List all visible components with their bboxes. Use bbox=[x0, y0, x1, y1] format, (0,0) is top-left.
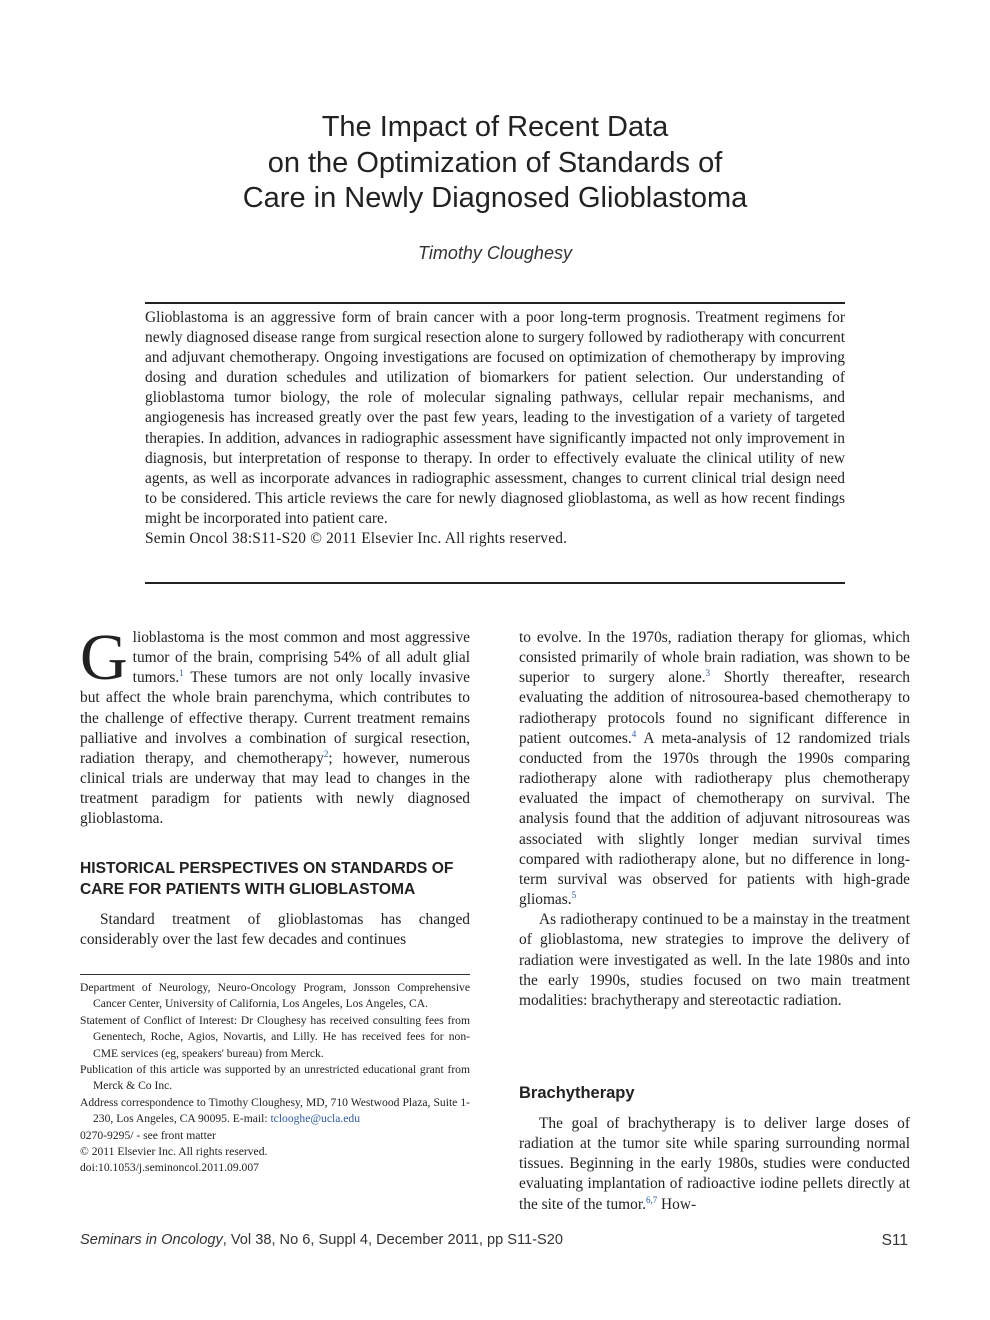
footnote-department: Department of Neurology, Neuro-Oncology Program, Jonsson Comprehensive Cancer Center, University of California, Los Angeles, Los Angeles, CA. bbox=[80, 981, 470, 1011]
footnote-copyright: © 2011 Elsevier Inc. All rights reserved. bbox=[80, 1145, 268, 1159]
title-line-3: Care in Newly Diagnosed Glioblastoma bbox=[242, 182, 748, 214]
drop-cap: G bbox=[80, 621, 128, 694]
journal-footer bbox=[80, 1232, 563, 1248]
brachy-text-a: The goal of brachytherapy is to deliver large doses of radiation at the tumor site while sparing surrounding normal tissues. Beginning in the early 1980s, studies were conducted evaluating implantation of radioactive iodine pellets directly at the site of the tumor. bbox=[519, 1115, 910, 1213]
journal-name: Seminars in Oncology bbox=[80, 1232, 223, 1248]
historical-paragraph bbox=[80, 910, 470, 950]
intro-text-b: These tumors are not only locally invasive but affect the whole brain parenchyma, which contributes to the challenge of effective therapy. Current treatment remains palliative and involves a combination of surgical resection, radiation therapy, and chemotherapy bbox=[80, 669, 470, 767]
ref-5[interactable]: 5 bbox=[571, 889, 577, 900]
heading-line-2: CARE FOR PATIENTS WITH GLIOBLASTOMA bbox=[80, 881, 416, 898]
article-title bbox=[120, 110, 870, 217]
author-name: Timothy Cloughesy bbox=[418, 243, 572, 263]
abstract-top-rule bbox=[145, 302, 845, 304]
right-text-a: to evolve. In the 1970s, radiation therapy for gliomas, which consisted primarily of whole brain radiation, was shown to be superior to surgery alone. bbox=[519, 629, 910, 687]
intro-paragraph bbox=[80, 621, 471, 830]
brachytherapy-paragraph bbox=[519, 1114, 910, 1215]
historical-text: Standard treatment of glioblastomas has changed considerably over the last few decades and continues bbox=[80, 911, 470, 949]
intro-text-a: lioblastoma is the most common and most aggressive tumor of the brain, comprising 54% of all adult glial tumors. bbox=[132, 629, 470, 687]
abstract-citation: Semin Oncol 38:S11-S20 © 2011 Elsevier Inc. All rights reserved. bbox=[145, 530, 568, 548]
ref-1[interactable]: 1 bbox=[179, 668, 184, 679]
right-column bbox=[519, 628, 910, 1011]
abstract-text: Glioblastoma is an aggressive form of brain cancer with a poor long-term prognosis. Treatment regimens for newly diagnosed disease range from surgical resection alone to surgery followed by radiotherapy with concurrent and adjuvant chemotherapy. Ongoing investigations are focused on optimization of chemotherapy by improving dosing and duration schedules and utilization of biomarkers for patient selection. Our understanding of glioblastoma tumor biology, the role of molecular signaling pathways, cellular repair mechanisms, and angiogenesis has increased greatly over the past few years, leading to the investigation of a variety of targeted therapies. In addition, advances in radiographic assessment have significantly impacted not only improvement in diagnosis, but interpretation of response to therapy. In order to effectively evaluate the clinical utility of new agents, as well as incorporate advances in radiographic assessment, changes to current clinical trial design need to be considered. This article reviews the care for newly diagnosed glioblastoma, as well as how recent findings might be incorporated into patient care. bbox=[145, 309, 845, 527]
footnote-conflict: Statement of Conflict of Interest: Dr Cloughesy has received consulting fees from Genentech, Roche, Agios, Novartis, and Lilly. He has received fees for non-CME services (eg, speakers' bureau) from Merck. bbox=[80, 1013, 470, 1060]
footnote-doi: doi:10.1053/j.seminoncol.2011.09.007 bbox=[80, 1161, 259, 1175]
footnote-support: Publication of this article was supported by an unrestricted educational grant from Merck & Co Inc. bbox=[80, 1063, 470, 1093]
footnote-issn: 0270-9295/ - see front matter bbox=[80, 1128, 216, 1142]
right-text-b: Shortly thereafter, research evaluating the addition of nitrosourea-based chemotherapy to radiotherapy protocols found no significant difference in patient outcomes. bbox=[519, 669, 910, 747]
footnote-address bbox=[80, 1095, 470, 1128]
ref-3[interactable]: 3 bbox=[705, 668, 711, 679]
intro-text-c: ; however, numerous clinical trials are underway that may lead to changes in the treatment paradigm for patients with newly diagnosed glioblastoma. bbox=[80, 749, 471, 828]
abstract-bottom-rule bbox=[145, 582, 845, 584]
right-paragraph-1 bbox=[519, 628, 910, 910]
ref-6-7[interactable]: 6,7 bbox=[645, 1194, 658, 1205]
journal-details: , Vol 38, No 6, Suppl 4, December 2011, pp S11-S20 bbox=[222, 1232, 563, 1248]
brachy-text-b: How- bbox=[657, 1195, 697, 1213]
footnotes-block bbox=[80, 980, 470, 1177]
abstract-block bbox=[145, 308, 845, 549]
address-text: Address correspondence to Timothy Cloughesy, MD, 710 Westwood Plaza, Suite 1-230, Los Angeles, CA 90095. E-mail: bbox=[80, 1095, 470, 1126]
page-number: S11 bbox=[881, 1232, 908, 1249]
right-paragraph-2: As radiotherapy continued to be a mainstay in the treatment of glioblastoma, new strategies to improve the delivery of radiation were investigated as well. In the late 1980s and into the early 1990s, studies focused on two main treatment modalities: brachytherapy and stereotactic radiation. bbox=[519, 911, 910, 1009]
ref-4[interactable]: 4 bbox=[631, 728, 637, 739]
section-heading-historical bbox=[80, 858, 480, 900]
section-heading-brachytherapy: Brachytherapy bbox=[519, 1084, 635, 1102]
heading-line-1: HISTORICAL PERSPECTIVES ON STANDARDS OF bbox=[80, 860, 454, 877]
right-text-c: A meta-analysis of 12 randomized trials conducted from the 1970s through the 1990s comparing radiotherapy alone with radiotherapy plus chemotherapy evaluated the impact of chemotherapy on survival. The analysis found that the addition of adjuvant nitrosoureas was associated with slightly longer median survival times compared with radiotherapy alone, but no difference in long-term survival was observed for patients with high-grade gliomas. bbox=[519, 729, 910, 909]
email-link[interactable]: tclooghe@ucla.edu bbox=[270, 1112, 360, 1126]
ref-2[interactable]: 2 bbox=[323, 748, 329, 759]
title-line-1: The Impact of Recent Data bbox=[321, 111, 669, 143]
footnote-rule bbox=[80, 974, 470, 975]
title-line-2: on the Optimization of Standards of bbox=[267, 146, 723, 179]
